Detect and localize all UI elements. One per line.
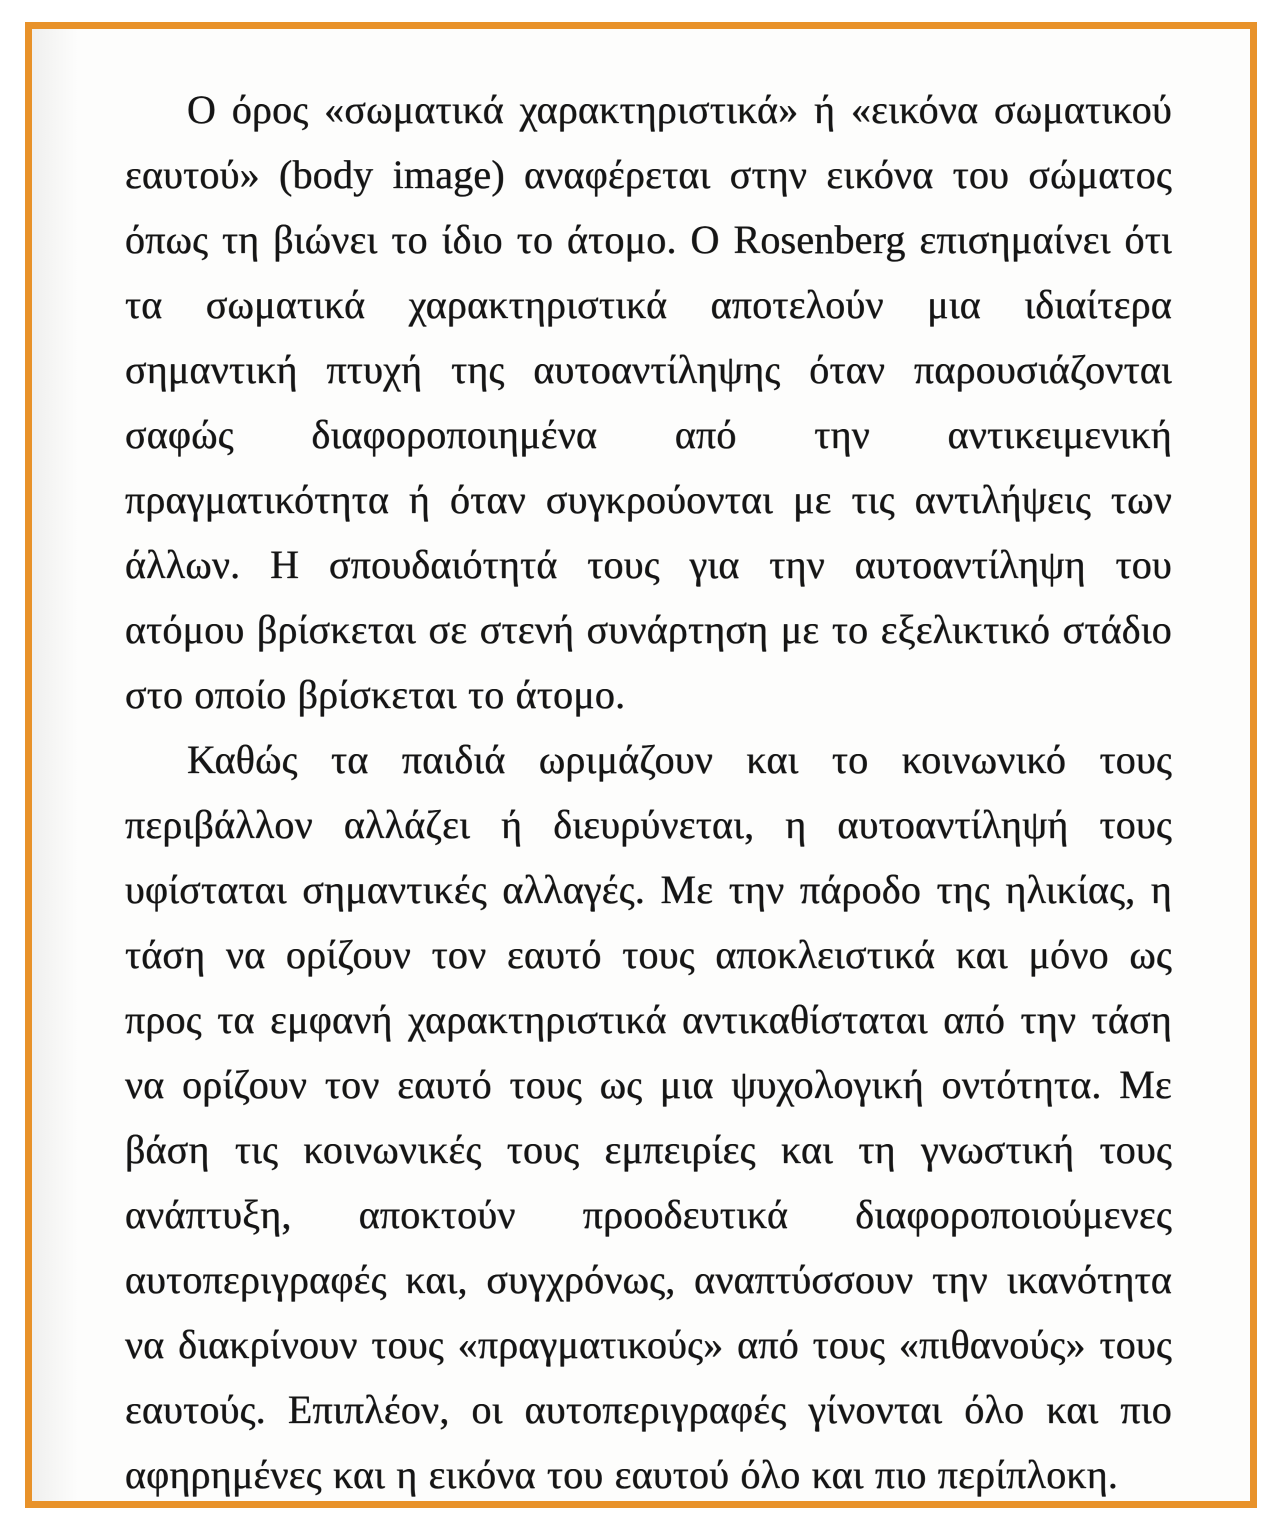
- document-text-block: [125, 77, 1172, 1507]
- paragraph-2: Καθώς τα παιδιά ωριμάζουν και το κοινωνικό τους περιβάλλον αλλάζει ή διευρύνεται, η αυτοαντίληψή τους υφίσταται σημαντικές αλλαγές. Με την πάροδο της ηλικίας, η τάση να ορίζουν τον εαυτό τους αποκλειστικά και μόνο ως προς τα εμφανή χαρακτηριστικά αντικαθίσταται από την τάση να ορίζουν τον εαυτό τους ως μια ψυχολογική οντότητα. Με βάση τις κοινωνικές τους εμπειρίες και τη γνωστική τους ανάπτυξη, αποκτούν προοδευτικά διαφοροποιούμενες αυτοπεριγραφές και, συγχρόνως, αναπτύσσουν την ικανότητα να διακρίνουν τους «πραγματικούς» από τους «πιθανούς» τους εαυτούς. Επιπλέον, οι αυτοπεριγραφές γίνονται όλο και πιο αφηρημένες και η εικόνα του εαυτού όλο και πιο περίπλοκη.: [125, 737, 1172, 1497]
- scan-gutter-shadow: [32, 29, 78, 1501]
- orange-border-frame: [25, 22, 1257, 1508]
- scanned-paper-surface: [32, 29, 1250, 1501]
- paragraph-1: Ο όρος «σωματικά χαρακτηριστικά» ή «εικόνα σωματικού εαυτού» (body image) αναφέρεται στην εικόνα του σώματος όπως τη βιώνει το ίδιο το άτομο. Ο Rosenberg επισημαίνει ότι τα σωματικά χαρακτηριστικά αποτελούν μια ιδιαίτερα σημαντική πτυχή της αυτοαντίληψης όταν παρουσιάζονται σαφώς διαφοροποιημένα από την αντικειμενική πραγματικότητα ή όταν συγκρούονται με τις αντιλήψεις των άλλων. Η σπουδαιότητά τους για την αυτοαντίληψη του ατόμου βρίσκεται σε στενή συνάρτηση με το εξελικτικό στάδιο στο οποίο βρίσκεται το άτομο.: [125, 87, 1172, 717]
